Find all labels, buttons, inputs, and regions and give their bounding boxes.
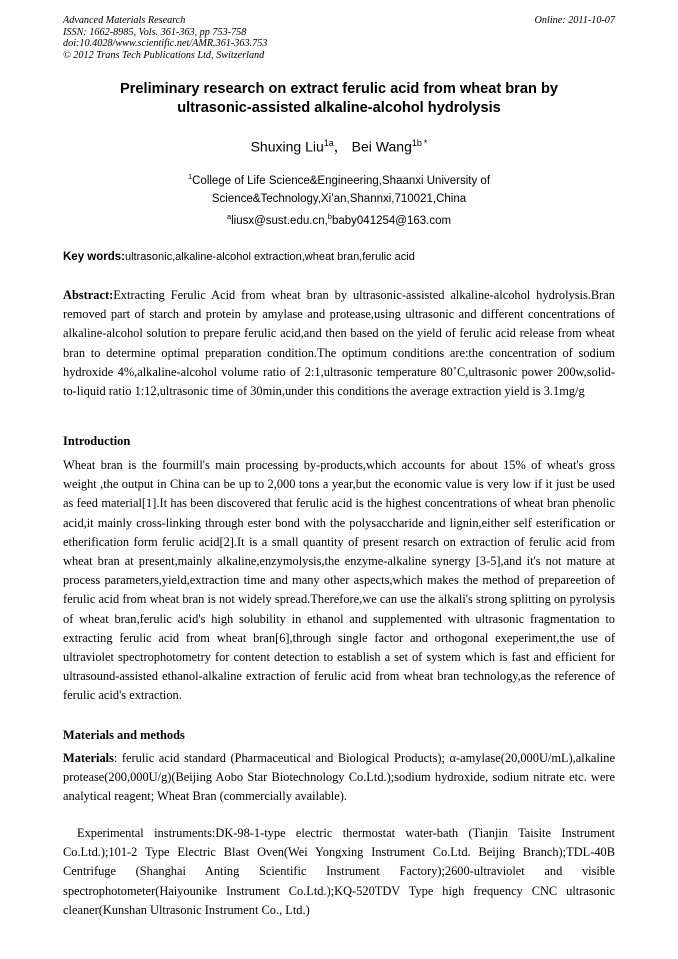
affiliation xyxy=(63,168,615,208)
paper-title xyxy=(63,80,615,118)
author-emails xyxy=(63,209,615,229)
author-2-sup: 1b * xyxy=(411,138,428,148)
issn-line: ISSN: 1662-8985, Vols. 361-363, pp 753-758 xyxy=(63,26,247,38)
affiliation-line-1: $^1$College of Life Science&Engineering,Shaanxi University of xyxy=(187,172,491,187)
email-b-sup: b xyxy=(327,212,332,221)
doi-line: doi:10.4028/www.scientific.net/AMR.361-363.753 xyxy=(63,38,268,50)
copyright-line: © 2012 Trans Tech Publications Ltd, Switzerland xyxy=(63,49,265,61)
abstract-text: Extracting Ferulic Acid from wheat bran by ultrasonic-assisted alkaline-alcohol hydrolysis.Bran removed part of starch and protein by amylase and protease,using ultrasonic and different concentrations of alkaline-alcohol solution to prepare ferulic acid,and then based on the yield of ferulic acid release from wheat bran to determine optimal preparation condition.The optimum conditions are:the concentration of sodium hydroxide 4%,alkaline-alcohol volume ratio of 2:1,ultrasonic temperature 80˚C,ultrasonic power 200w,solid-to-liquid ratio 1:12,ultrasonic time of 30min,under this conditions the average extraction yield is 3.1mg/g xyxy=(63,288,615,399)
journal-name: Advanced Materials Research xyxy=(63,15,186,26)
title-line-1: Preliminary research on extract ferulic acid from wheat bran by xyxy=(120,81,558,97)
affiliation-line-2: Science&Technology,Xi’an,Shannxi,710021,China xyxy=(211,192,467,205)
author-list xyxy=(63,134,615,156)
abstract xyxy=(63,286,615,401)
introduction-heading: Introduction xyxy=(63,434,131,448)
keywords-text: ultrasonic,alkaline-alcohol extraction,wheat bran,ferulic acid xyxy=(125,251,415,263)
corresponding-mark: * xyxy=(423,138,428,148)
online-date: Online: 2011-10-07 xyxy=(534,15,615,26)
instruments-paragraph: Experimental instruments:DK-98-1-type electric thermostat water-bath (Tianjin Taisite Instrument Co.Ltd.);101-2 Type Electric Blast Oven(Wei Yongxing Instrument Co.Ltd. Beijing Branch);TDL-40B Centrifuge (Shanghai Anting Scientific Instrument Factory);2600-ultraviolet and visible spectrophotometer(Haiyounike Instrument Co.Ltd.);KQ-520TDV Type high frequency CNC ultrasonic cleaner(Kunshan Ultrasonic Instrument Co., Ltd.) xyxy=(63,826,615,917)
materials-paragraph xyxy=(63,749,615,807)
email-b: baby041254@163.com xyxy=(331,214,452,227)
keywords xyxy=(63,250,615,264)
materials-text: : ferulic acid standard (Pharmaceutical and Biological Products); α-amylase(20,000U/mL),alkaline protease(200,000U/g)(Beijing Aobo Star Biotechnology Co.Ltd.);sodium hydroxide, sodium nitrate etc. were analytical reagent; Wheat Bran (commercially available). xyxy=(63,751,615,804)
introduction-text: Wheat bran is the fourmill's main processing by-products,which accounts for about 15% of wheat's gross weight ,the output in China can be up to 2,000 tons a year,but the economic value is very low if it just be used as feed material[1].It has been discovered that ferulic acid is the highest concentrations of wheat bran phenolic acid,it mainly cross-linking through ester bond with the polysaccharide and lignin,either self esterification or etherification form ferulic acid[2].It is a small quantity of present resarch on extraction of ferulic acid from wheat bran at present,mainly alkaline,enzymolysis,the enzyme-alkaline synergy [3-5],and it's not mature at process parameters,yield,extraction time and many other aspects,which makes the method of prepareetion of ferulic acid from wheat bran is not widely spread.Therefore,we can use the alkali's strong splitting on pyrolysis of wheat bran,ferulic acid's high solubility in ethanol and supplemented with ultrasonic fragmentation to extracting ferulic acid from wheat bran[6],through single factor and orthogonal exeperiment,the use of ultraviolet spectrophotometry for content detection to establish a set of system which is fast and efficient for ultrasound-assisted ethanol-alkaline extraction of ferulic acid from wheat bran technology,as the reference of ferulic acid's extraction. xyxy=(63,458,615,703)
email-a: liusx@sust.edu.cn, xyxy=(231,214,328,227)
author-separator: ， xyxy=(333,138,348,155)
author-1-name: Shuxing Liu xyxy=(250,138,324,155)
journal-header xyxy=(63,15,615,61)
methods-heading: Materials and methods xyxy=(63,728,185,742)
author-1-sup: 1a xyxy=(323,138,334,148)
email-a-sup: a xyxy=(226,212,232,221)
abstract-label: Abstract: xyxy=(63,288,114,302)
keywords-label: Key words: xyxy=(63,251,125,263)
title-line-2: ultrasonic-assisted alkaline-alcohol hydrolysis xyxy=(177,100,501,116)
materials-label: Materials xyxy=(63,751,114,765)
author-2-name: Bei Wang xyxy=(351,138,412,155)
affiliation-sup: 1 xyxy=(187,172,193,181)
